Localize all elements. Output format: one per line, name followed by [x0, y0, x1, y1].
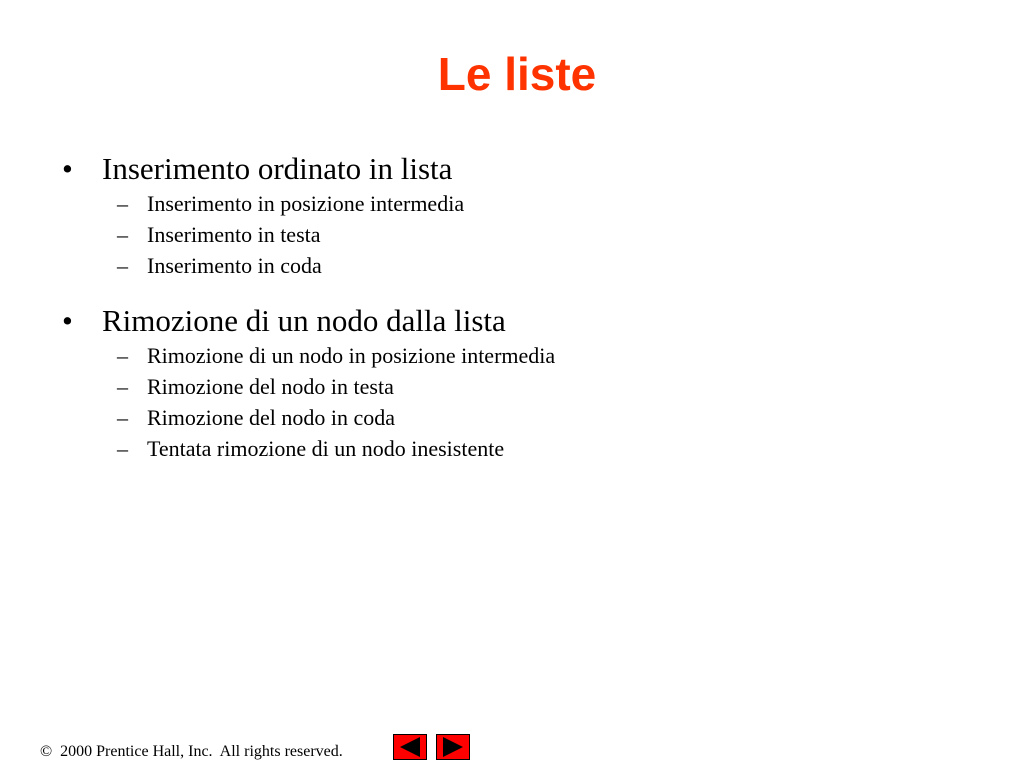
bullet-mark: •: [62, 151, 73, 186]
sub-item-text: Rimozione di un nodo in posizione intermedia: [147, 343, 556, 368]
sub-list: [102, 340, 962, 464]
sub-item: [102, 188, 962, 219]
sub-mark: –: [117, 222, 128, 247]
sub-mark: –: [117, 253, 128, 278]
sub-item-text: Inserimento in coda: [147, 253, 322, 278]
sub-mark: –: [117, 343, 128, 368]
sub-mark: –: [117, 436, 128, 461]
sub-item-text: Rimozione del nodo in coda: [147, 405, 396, 430]
sub-item-text: Inserimento in testa: [147, 222, 321, 247]
sub-item: [102, 250, 962, 281]
bullet-list: [62, 150, 962, 464]
next-slide-button[interactable]: [436, 734, 470, 760]
sub-item: [102, 433, 962, 464]
sub-item: [102, 371, 962, 402]
sub-item-text: Tentata rimozione di un nodo inesistente: [147, 436, 505, 461]
previous-slide-button[interactable]: [393, 734, 427, 760]
bullet-text: Inserimento ordinato in lista: [102, 151, 453, 186]
sub-item: [102, 219, 962, 250]
triangle-left-icon: [394, 735, 426, 759]
sub-item: [102, 340, 962, 371]
sub-item-text: Rimozione del nodo in testa: [147, 374, 394, 399]
bullet-mark: •: [62, 303, 73, 338]
sub-item: [102, 402, 962, 433]
sub-mark: –: [117, 191, 128, 216]
sub-item-text: Inserimento in posizione intermedia: [147, 191, 465, 216]
sub-list: [102, 188, 962, 281]
copyright-footer: © 2000 Prentice Hall, Inc. All rights reserved.: [40, 743, 343, 760]
triangle-right-icon: [437, 735, 469, 759]
bullet-item: [62, 150, 962, 281]
bullet-text: Rimozione di un nodo dalla lista: [102, 303, 506, 338]
sub-mark: –: [117, 405, 128, 430]
slide-title: Le liste: [437, 48, 597, 100]
bullet-item: [62, 302, 962, 464]
sub-mark: –: [117, 374, 128, 399]
